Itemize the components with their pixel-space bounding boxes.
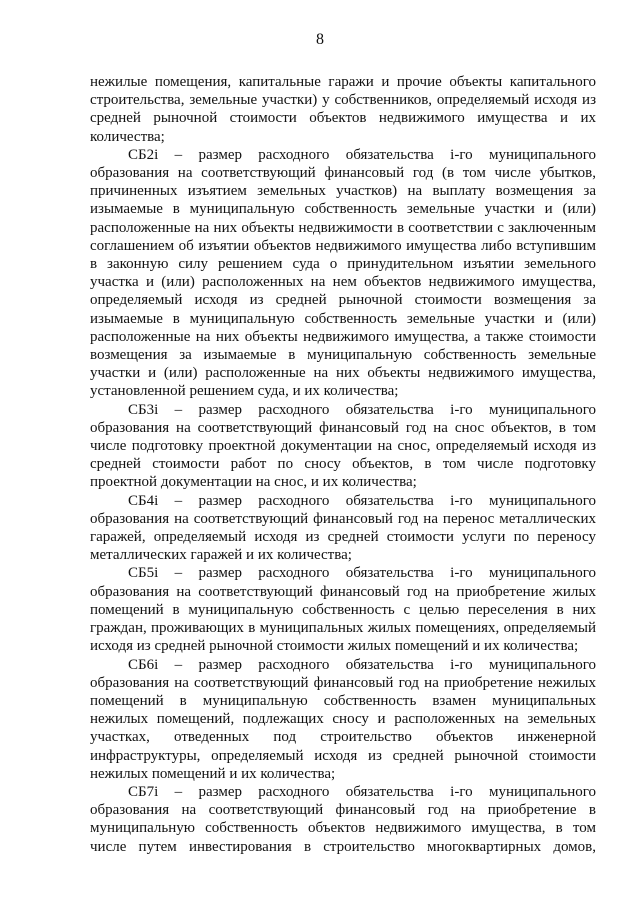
paragraph-continuation: нежилые помещения, капитальные гаражи и прочие объекты капитального строительства, земельные участки) у собственников, определяемый исходя из средней рыночной стоимости объектов недвижимого имущества и их количества; [90,74,596,145]
paragraph-sb4i: СБ4i – размер расходного обязательства i-го муниципального образования на соответствующий финансовый год на перенос металлических гаражей, определяемый исходя из средней стоимости услуги по переносу металлических гаражей и их количества; [90,492,596,564]
paragraph-sb2i: СБ2i – размер расходного обязательства i-го муниципального образования на соответствующий финансовый год (в том числе убытков, причиненных изъятием земельных участков) на выплату возмещения за изымаемые в муниципальную собственность земельные участки и (или) расположенные на них объекты недвижимости в соответствии с заключенным соглашением об изъятии объектов недвижимого имущества либо вступившим в законную силу решением суда о принудительном изъятии земельного участка и (или) расположенных на нем объектов недвижимого имущества, определяемый исходя из средней рыночной стоимости возмещения за изымаемые в муниципальную собственность земельные участки и (или) расположенные на них объекты недвижимого имущества, а также стоимости возмещения за изымаемые в муниципальную собственность земельные участки и (или) расположенные на них объекты недвижимого имущества, установленной решением суда, и их количества; [90,146,596,400]
paragraph-sb7i: СБ7i – размер расходного обязательства i-го муниципального образования на соответствующий финансовый год на приобретение в муниципальную собственность объектов недвижимого имущества, в том числе путем инвестирования в строительство многоквартирных домов, [90,783,596,855]
paragraph-sb5i: СБ5i – размер расходного обязательства i-го муниципального образования на соответствующий финансовый год на приобретение жилых помещений в муниципальную собственность с целью переселения в них граждан, проживающих в муниципальных жилых помещениях, определяемый исходя из средней рыночной стоимости жилых помещений и их количества; [90,565,596,655]
document-body [90,73,596,856]
paragraph-sb6i: СБ6i – размер расходного обязательства i-го муниципального образования на соответствующий финансовый год на приобретение нежилых помещений в муниципальную собственность взамен муниципальных нежилых помещений, подлежащих сносу и расположенных на земельных участках, отведенных под строительство объектов инженерной инфраструктуры, определяемый исходя из средней рыночной стоимости нежилых помещений и их количества; [90,656,596,782]
paragraph-sb3i: СБ3i – размер расходного обязательства i-го муниципального образования на соответствующий финансовый год на снос объектов, в том числе подготовку проектной документации на снос, определяемый исходя из средней стоимости работ по сносу объектов, в том числе подготовку проектной документации на снос, и их количества; [90,401,596,491]
page-number: 8 [316,31,324,48]
